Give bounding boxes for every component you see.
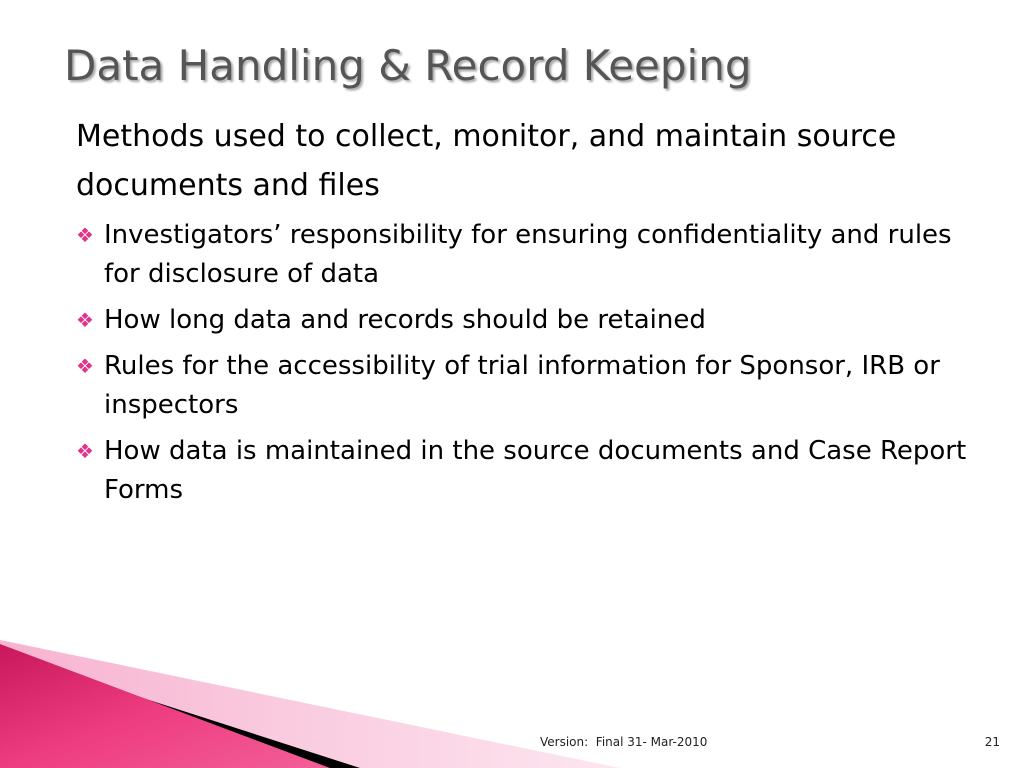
footer-version: Version: Final 31- Mar-2010 <box>540 735 708 749</box>
diamond-cluster-icon: ❖ <box>76 223 94 247</box>
bullet-item <box>76 301 976 340</box>
bullet-list <box>76 216 976 510</box>
bullet-text: Investigators’ responsibility for ensuring confidentiality and rules for disclosure of data <box>104 220 952 289</box>
diamond-cluster-icon: ❖ <box>76 439 94 463</box>
diamond-cluster-icon: ❖ <box>76 354 94 378</box>
page-number: 21 <box>984 735 1000 749</box>
corner-decoration <box>0 600 1024 768</box>
bullet-text: How long data and records should be retained <box>104 305 706 335</box>
diamond-cluster-icon: ❖ <box>76 308 94 332</box>
bullet-item <box>76 347 976 425</box>
bullet-item <box>76 216 976 294</box>
bullet-text: Rules for the accessibility of trial information for Sponsor, IRB or inspectors <box>104 351 940 420</box>
bullet-text: How data is maintained in the source documents and Case Report Forms <box>104 436 967 505</box>
slide-title: Data Handling & Record Keeping <box>64 41 752 90</box>
slide-content <box>76 112 976 510</box>
intro-text: Methods used to collect, monitor, and maintain source documents and files <box>76 119 897 203</box>
bullet-item <box>76 432 976 510</box>
